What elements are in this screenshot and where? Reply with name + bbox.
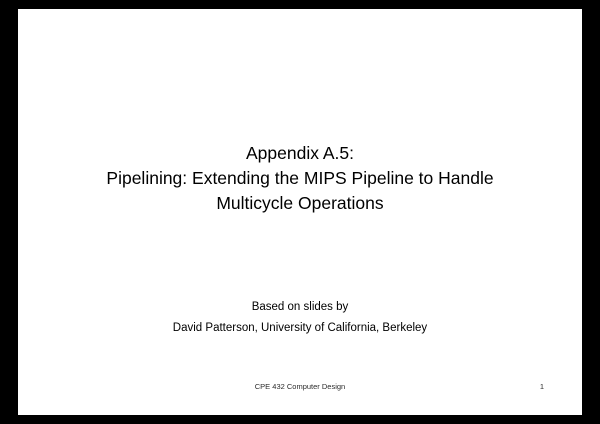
subtitle-line-1: Based on slides by [251,301,349,313]
presentation-slide [18,9,582,415]
title-line-3: Multicycle Operations [216,193,384,213]
title-line-2: Pipelining: Extending the MIPS Pipeline to Handle [106,168,494,188]
title-line-1: Appendix A.5: [246,143,354,163]
footer-course-label: CPE 432 Computer Design [254,382,346,391]
slide-title [60,141,540,216]
footer-page-number: 1 [539,382,544,391]
subtitle-line-2: David Patterson, University of California, Berkeley [172,322,428,334]
slide-subtitle [60,297,540,339]
slide-footer [18,382,582,398]
